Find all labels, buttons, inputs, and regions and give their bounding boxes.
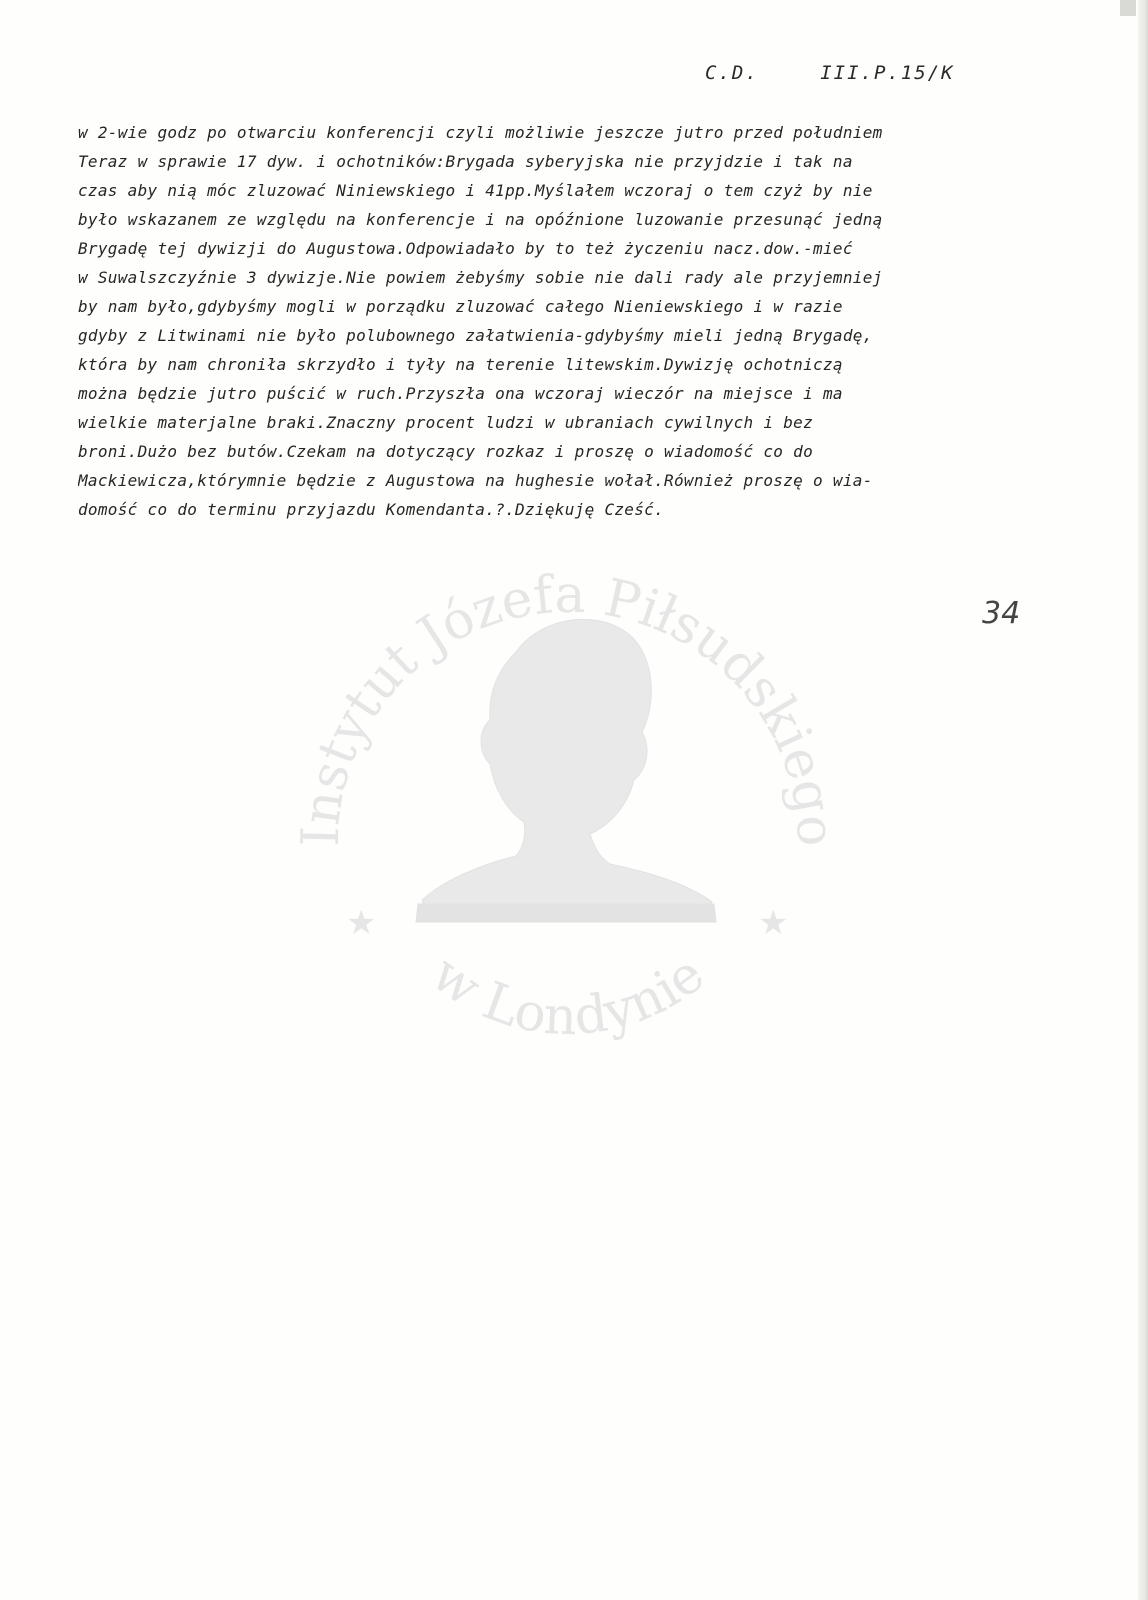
text-line: w Suwalszczyźnie 3 dywizje.Nie powiem żebyśmy sobie nie dali rady ale przyjemniej <box>78 268 883 287</box>
watermark-institute-text: Instytut Józefa Piłsudskiego <box>290 564 846 848</box>
text-line: czas aby nią móc zluzować Niniewskiego i 41pp.Myślałem wczoraj o tem czyż by nie <box>78 181 873 200</box>
text-line: broni.Dużo bez butów.Czekam na dotyczący rozkaz i proszę o wiadomość co do <box>78 442 814 461</box>
text-line: było wskazanem ze względu na konferencje i na opóźnione luzowanie przesunąć jedną <box>78 210 883 229</box>
text-line: domość co do terminu przyjazdu Komendanta.?.Dziękuję Cześć. <box>78 500 665 519</box>
text-line: Brygadę tej dywizji do Augustowa.Odpowiadało by to też życzeniu nacz.dow.-mieć <box>78 239 853 258</box>
portrait-bust-watermark <box>416 619 716 922</box>
text-line: wielkie materjalne braki.Znaczny procent ludzi w ubraniach cywilnych i bez <box>78 413 814 432</box>
text-line: gdyby z Litwinami nie było polubownego załatwienia-gdybyśmy mieli jedną Brygadę, <box>78 326 873 345</box>
text-line: Mackiewicza,którymnie będzie z Augustowa na hughesie wołał.Również proszę o wia- <box>78 471 873 490</box>
text-line: można będzie jutro puścić w ruch.Przyszła ona wczoraj wieczór na miejsce i ma <box>78 384 843 403</box>
archive-code: C.D. <box>705 62 759 84</box>
watermark-star-left-icon: ★ <box>346 903 377 943</box>
page-number: 34 <box>982 596 1021 631</box>
archive-signature: III.P.15/K <box>820 62 955 84</box>
institute-seal-watermark <box>268 512 868 1112</box>
archive-reference <box>705 62 955 84</box>
watermark-city-text: w Londynie <box>420 943 716 1048</box>
corner-mark <box>1120 0 1136 16</box>
telegram-text <box>78 118 1068 524</box>
watermark-star-right-icon: ★ <box>758 903 789 943</box>
text-line: Teraz w sprawie 17 dyw. i ochotników:Brygada syberyjska nie przyjdzie i tak na <box>78 152 853 171</box>
text-line: w 2-wie godz po otwarciu konferencji czyli możliwie jeszcze jutro przed południem <box>78 123 883 142</box>
page-edge-shadow <box>1138 0 1148 1600</box>
text-line: która by nam chroniła skrzydło i tyły na terenie litewskim.Dywizję ochotniczą <box>78 355 843 374</box>
text-line: by nam było,gdybyśmy mogli w porządku zluzować całego Nieniewskiego i w razie <box>78 297 843 316</box>
